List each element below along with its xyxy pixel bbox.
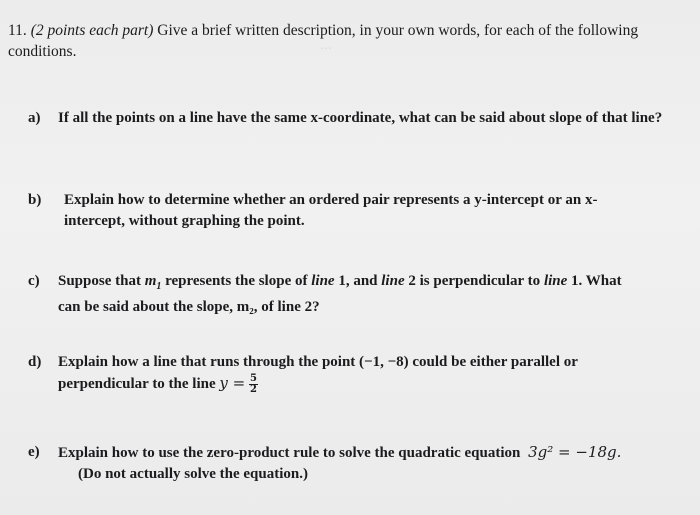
text-fragment: Explain how to use the zero-product rule to solve the quadratic equation xyxy=(58,445,521,461)
text-fragment: 1. What xyxy=(571,273,622,289)
italic-line-word: line xyxy=(311,273,335,289)
part-text xyxy=(58,271,668,318)
part-text xyxy=(58,352,668,395)
italic-line-word: line xyxy=(543,273,568,289)
variable-m: m xyxy=(144,273,157,289)
question-instruction: Give a brief written description, in your own words, for each of the following conditions. xyxy=(8,22,639,60)
part-text: Explain how to determine whether an ordered pair represents a y-intercept or an x-intercept, without graphing the point. xyxy=(64,192,598,229)
bleed-through-mark: … xyxy=(319,37,333,53)
fraction xyxy=(249,374,258,395)
points-note: (2 points each part) xyxy=(30,22,154,39)
part-text xyxy=(58,442,688,485)
part-label: a) xyxy=(28,110,41,126)
equation-lhs: y = xyxy=(219,374,246,392)
text-fragment: represents the slope of xyxy=(165,273,308,289)
question-header xyxy=(8,20,688,62)
fraction-numerator: 5 xyxy=(249,373,257,385)
italic-line-word: line xyxy=(381,273,405,289)
fraction-denominator: 2 xyxy=(249,384,257,396)
text-fragment: perpendicular to the line xyxy=(58,376,216,392)
part-text: If all the points on a line have the same x-coordinate, what can be said about slope of that line? xyxy=(58,110,663,126)
part-d xyxy=(28,352,668,395)
quadratic-equation: 3g² = −18g. xyxy=(528,443,622,461)
part-a xyxy=(28,108,668,129)
text-fragment: (Do not actually solve the equation.) xyxy=(78,466,308,482)
text-fragment: can be said about the slope, m₂, of line 2? xyxy=(58,299,320,315)
text-fragment: Explain how a line that runs through the point (−1, −8) could be either parallel or xyxy=(58,354,578,370)
part-label: b) xyxy=(28,192,42,208)
subscript: 1 xyxy=(156,281,162,292)
part-label: e) xyxy=(28,444,40,460)
part-e xyxy=(28,442,688,485)
text-fragment: Suppose that xyxy=(58,273,141,289)
part-label: d) xyxy=(28,354,42,370)
part-b xyxy=(28,190,648,232)
text-fragment: 1, and xyxy=(338,273,378,289)
question-number: 11. xyxy=(8,22,27,39)
part-c xyxy=(28,271,668,318)
part-label: c) xyxy=(28,273,40,289)
text-fragment: 2 is perpendicular to xyxy=(408,273,541,289)
